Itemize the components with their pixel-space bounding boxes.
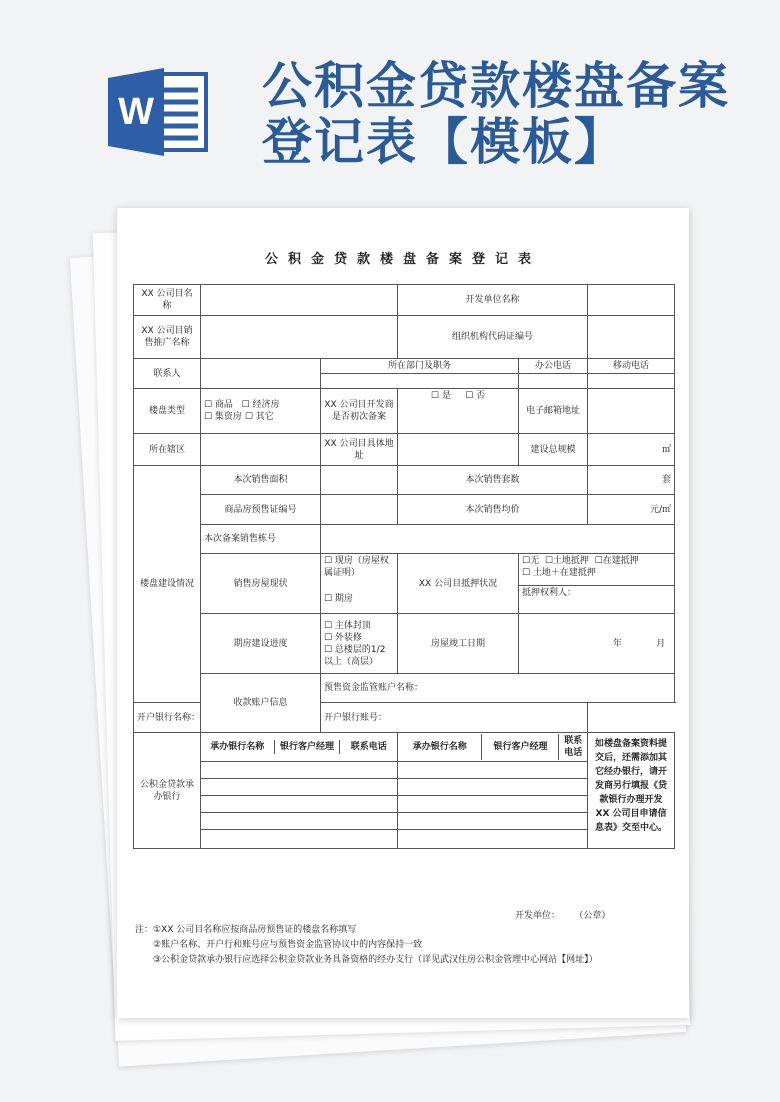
checkbox-land-and-construction[interactable]: ☐ 土地＋在建抵押	[522, 568, 596, 578]
label-mortgage-status: XX 公司目抵押状况	[398, 554, 519, 614]
label-presale-permit: 商品房预售证编号	[201, 495, 321, 525]
field-address[interactable]	[398, 434, 519, 466]
label-mortgage-holder: 抵押权利人：	[522, 588, 577, 598]
field-org-code[interactable]	[588, 316, 675, 359]
checkbox-affordable[interactable]: ☐ 经济房	[241, 400, 280, 410]
label-sale-sets: 本次销售套数	[398, 466, 588, 495]
developer-signature-line	[515, 908, 610, 921]
checkbox-no-mortgage[interactable]: ☐无	[522, 556, 540, 566]
label-seal: （公章）	[574, 911, 611, 921]
bank-row[interactable]	[398, 796, 588, 813]
checkbox-no[interactable]: ☐ 否	[465, 391, 486, 401]
footnote-3: ③公积金贷款承办银行应选择公积金贷款业务具备资格的经办支行（详见武汉住房公积金管理中心网站【网址】）	[153, 955, 598, 965]
field-sale-sets[interactable]	[588, 466, 675, 495]
field-avg-price[interactable]	[588, 495, 675, 525]
mortgage-options[interactable]	[519, 554, 675, 586]
bank-addition-note: 如楼盘备案资料提交后，还需添加其它经办银行，请开发商另行填报《贷款银行办理开发 XX 公司目申请信息表》交至中心。	[588, 733, 675, 849]
bank-header-right	[398, 733, 588, 762]
unit-sets: 套	[662, 475, 672, 485]
checkbox-collective[interactable]: ☐ 集资房	[204, 412, 242, 422]
footnote-1: 注：①XX 公司目名称应按商品房预售证的楼盘名称填写	[135, 925, 357, 935]
label-org-code: 组织机构代码证编号	[398, 316, 588, 359]
label-handling-banks: 公积金贷款承办银行	[134, 733, 201, 849]
label-account-info: 收款账户信息	[201, 674, 321, 733]
label-build-progress: 期房建设进度	[201, 614, 321, 674]
header-bank-name: 承办银行名称	[201, 740, 274, 754]
build-progress-options[interactable]	[321, 614, 398, 674]
bank-row[interactable]	[201, 813, 398, 830]
field-completion-date[interactable]	[519, 614, 675, 674]
field-total-scale[interactable]	[588, 434, 675, 466]
bank-row[interactable]	[398, 813, 588, 830]
field-contact[interactable]	[201, 359, 321, 389]
checkbox-commercial[interactable]: ☐ 商品	[204, 400, 233, 410]
checkbox-construction-mortgage[interactable]: ☐在建抵押	[594, 556, 639, 566]
unit-sqm: ㎡	[662, 444, 672, 455]
header-manager: 银行客户经理	[482, 734, 559, 760]
checkbox-other[interactable]: ☐ 其它	[244, 412, 274, 422]
label-sale-area: 本次销售面积	[201, 466, 321, 495]
field-dept[interactable]	[321, 374, 519, 389]
property-type-options[interactable]	[201, 389, 321, 434]
label-first-filing: XX 公司目开发商是否初次备案	[321, 389, 398, 434]
bank-row[interactable]	[398, 762, 588, 779]
header-bank-name: 承办银行名称	[398, 734, 482, 760]
checkbox-exterior[interactable]: ☐ 外装修	[324, 632, 362, 643]
checkbox-yes[interactable]: ☐ 是	[430, 391, 451, 401]
label-promo-name: XX 公司目销售推广名称	[134, 316, 201, 359]
label-avg-price: 本次销售均价	[398, 495, 588, 525]
label-building-numbers: 本次备案销售栋号	[201, 525, 321, 554]
field-supervised-account[interactable]	[321, 674, 675, 703]
checkbox-land-mortgage[interactable]: ☐土地抵押	[544, 556, 589, 566]
field-project-name[interactable]	[201, 285, 398, 316]
bank-row[interactable]	[398, 830, 588, 849]
word-logo-letter: W	[118, 91, 154, 133]
label-contact: 联系人	[134, 359, 201, 389]
bank-row[interactable]	[201, 762, 398, 779]
label-developer-name: 开发单位名称	[398, 285, 588, 316]
label-office-phone: 办公电话	[519, 359, 588, 374]
label-bank-account: 开户银行账号：	[324, 712, 388, 723]
checkbox-topped-out[interactable]: ☐ 主体封顶	[324, 620, 371, 631]
mortgage-holder-field[interactable]	[519, 586, 675, 614]
field-mobile[interactable]	[588, 374, 675, 389]
form-title: 公积金贷款楼盘备案登记表	[264, 252, 541, 267]
banner-title: 公积金贷款楼盘备案登记表【模板】	[262, 57, 730, 171]
field-office-phone[interactable]	[519, 374, 588, 389]
field-promo-name[interactable]	[201, 316, 398, 359]
bank-header-left	[201, 733, 398, 762]
label-email: 电子邮箱地址	[519, 389, 588, 434]
bank-row[interactable]	[398, 779, 588, 796]
label-district: 所在辖区	[134, 434, 201, 466]
field-building-numbers[interactable]	[321, 525, 675, 554]
label-total-scale: 建设总规模	[519, 434, 588, 466]
label-sale-status: 销售房屋现状	[201, 554, 321, 614]
label-supervised-account: 预售资金监管账户名称：	[324, 683, 424, 693]
field-district[interactable]	[201, 434, 321, 466]
bank-row[interactable]	[201, 779, 398, 796]
document-sheet	[117, 208, 689, 1018]
label-year: 年	[612, 638, 622, 649]
unit-price: 元/㎡	[649, 504, 672, 515]
checkbox-half-floors[interactable]: ☐ 总楼层的1/2 以上（高层）	[324, 644, 386, 667]
label-bank-name: 开户银行名称：	[137, 712, 201, 723]
bank-row[interactable]	[201, 796, 398, 813]
label-construction: 楼盘建设情况	[134, 466, 201, 703]
field-email[interactable]	[588, 389, 675, 434]
label-project-name: XX 公司目名称	[134, 285, 201, 316]
field-presale-permit[interactable]	[321, 495, 398, 525]
label-developer: 开发单位：	[515, 911, 561, 921]
field-sale-area[interactable]	[321, 466, 398, 495]
checkbox-existing-house[interactable]: ☐ 现房（房屋权属证明）	[324, 556, 389, 578]
header-phone: 联系电话	[350, 742, 387, 752]
label-address: XX 公司目具体地址	[321, 434, 398, 466]
field-developer-name[interactable]	[588, 285, 675, 316]
label-dept: 所在部门及职务	[321, 359, 519, 374]
registration-form-table	[133, 284, 675, 849]
word-doc-icon	[108, 66, 210, 158]
sale-status-options[interactable]	[321, 554, 398, 614]
field-bank-name[interactable]	[134, 703, 321, 733]
field-bank-account[interactable]	[321, 703, 588, 733]
checkbox-future-house[interactable]: ☐ 期房	[324, 594, 353, 604]
label-month: 月	[656, 638, 666, 649]
label-property-type: 楼盘类型	[134, 389, 201, 434]
header-phone: 联系电话	[564, 736, 583, 758]
first-filing-options[interactable]	[398, 389, 519, 434]
footnote-2: ②账户名称、开户行和账号应与预售资金监管协议中的内容保持一致	[153, 940, 423, 950]
label-completion-date: 房屋竣工日期	[398, 614, 519, 674]
header-manager: 银行客户经理	[274, 740, 340, 754]
label-mobile: 移动电话	[588, 359, 675, 374]
bank-row[interactable]	[201, 830, 398, 849]
